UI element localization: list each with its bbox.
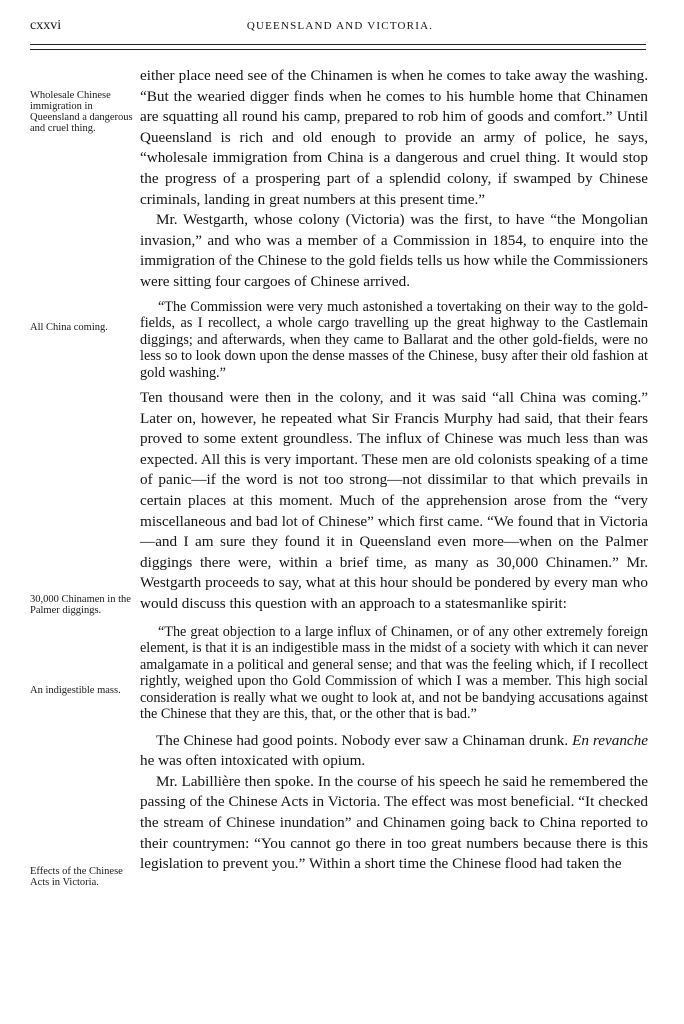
paragraph	[140, 731, 648, 772]
paragraph-text: he was often intoxicated with opium.	[140, 752, 366, 770]
paragraph-text: The Chinese had good points. Nobody ever saw a Chinaman drunk.	[156, 731, 569, 749]
margin-note: Effects of the Chinese Acts in Victoria.	[30, 866, 123, 888]
paragraph: Ten thousand were then in the colony, and it was said “all China was coming.” Later on, however, he repeated what Sir Francis Murphy had said, that their fears proved to some extent groundless. The influx of Chinese was much less than was expected. All this is very important. These men are old colonists speaking of a time of panic—if the word is not too strong—not dissimilar to that which prevails in certain places at this moment. Much of the apprehension arose from the “very miscellaneous and bad lot of Chinese” which first came. “We found that in Victoria —and I am sure they found it in Queensland even more—when on the Palmer diggings there were, within a brief time, as many as 30,000 Chinamen.” Mr. Westgarth proceeds to say, what at this hour should be pondered by every man who would discuss this question with an approach to a statesmanlike spirit:	[140, 389, 648, 612]
margin-note: An indigestible mass.	[30, 685, 121, 696]
margin-note: 30,000 Chinamen in the Palmer diggings.	[30, 594, 131, 616]
page-header	[30, 18, 650, 34]
block-quote: “The great objection to a large influx of Chinamen, or of any other extremely foreign element, is that it is an indigestible mass in the midst of a society with which it can never amalgamate in a political and general sense; and that was the feeling which, if I recollect rightly, weighed upon tho Gold Commission of which I was a member. This high social consideration is really what we ought to look at, and not be bandying accusations against the Chinese that they are this, that, or the other that is bad.”	[140, 623, 648, 723]
page-number: cxxvi	[30, 18, 62, 33]
paragraph: either place need see of the Chinamen is when he comes to take away the washing. “But the wearied digger finds when he comes to his humble home that Chinamen are squatting all round his camp, prepared to rob him of goods and comfort.” Until Queensland is rich and old enough to provide an army of police, he says, “wholesale immigration from China is a dangerous and cruel thing. It would stop the progress of a prospering part of a splendid colony, if swamped by Chinese criminals, landing in great numbers at this present time.”	[140, 67, 648, 208]
running-title: QUEENSLAND AND VICTORIA.	[246, 20, 434, 32]
block-quote: “The Commission were very much astonished a tovertaking on their way to the gold-fields, as I recollect, a whole cargo travelling up the great highway to the Castlemain diggings; and afterwards, when they came to Ballarat and the other gold-fields, were no less so to look down upon the dense masses of the Chinese, busy after their old fashion at gold washing.”	[140, 298, 648, 381]
paragraph: Mr. Westgarth, whose colony (Victoria) was the first, to have “the Mongolian invasion,” and who was a member of a Commission in 1854, to enquire into the immigration of the Chinese to the gold fields tells us how while the Commissioners were sitting four cargoes of Chinese arrived.	[140, 211, 648, 290]
margin-note: Wholesale Chinese immigration in Queensland a dangerous and cruel thing.	[30, 90, 133, 134]
italic-phrase: En revanche	[572, 731, 649, 749]
header-rule-bottom	[30, 49, 646, 50]
paragraph: Mr. Labillière then spoke. In the course of his speech he said he remembered the passing of the Chinese Acts in Victoria. The effect was most beneficial. “It checked the stream of Chinese inundation” and Chinamen going back to China reported to their countrymen: “You cannot go there in too great numbers because there is this legislation to prevent you.” Within a short time the Chinese flood had taken the	[140, 772, 648, 873]
margin-note: All China coming.	[30, 322, 108, 333]
header-rule-top	[30, 44, 646, 45]
main-text	[140, 66, 648, 875]
